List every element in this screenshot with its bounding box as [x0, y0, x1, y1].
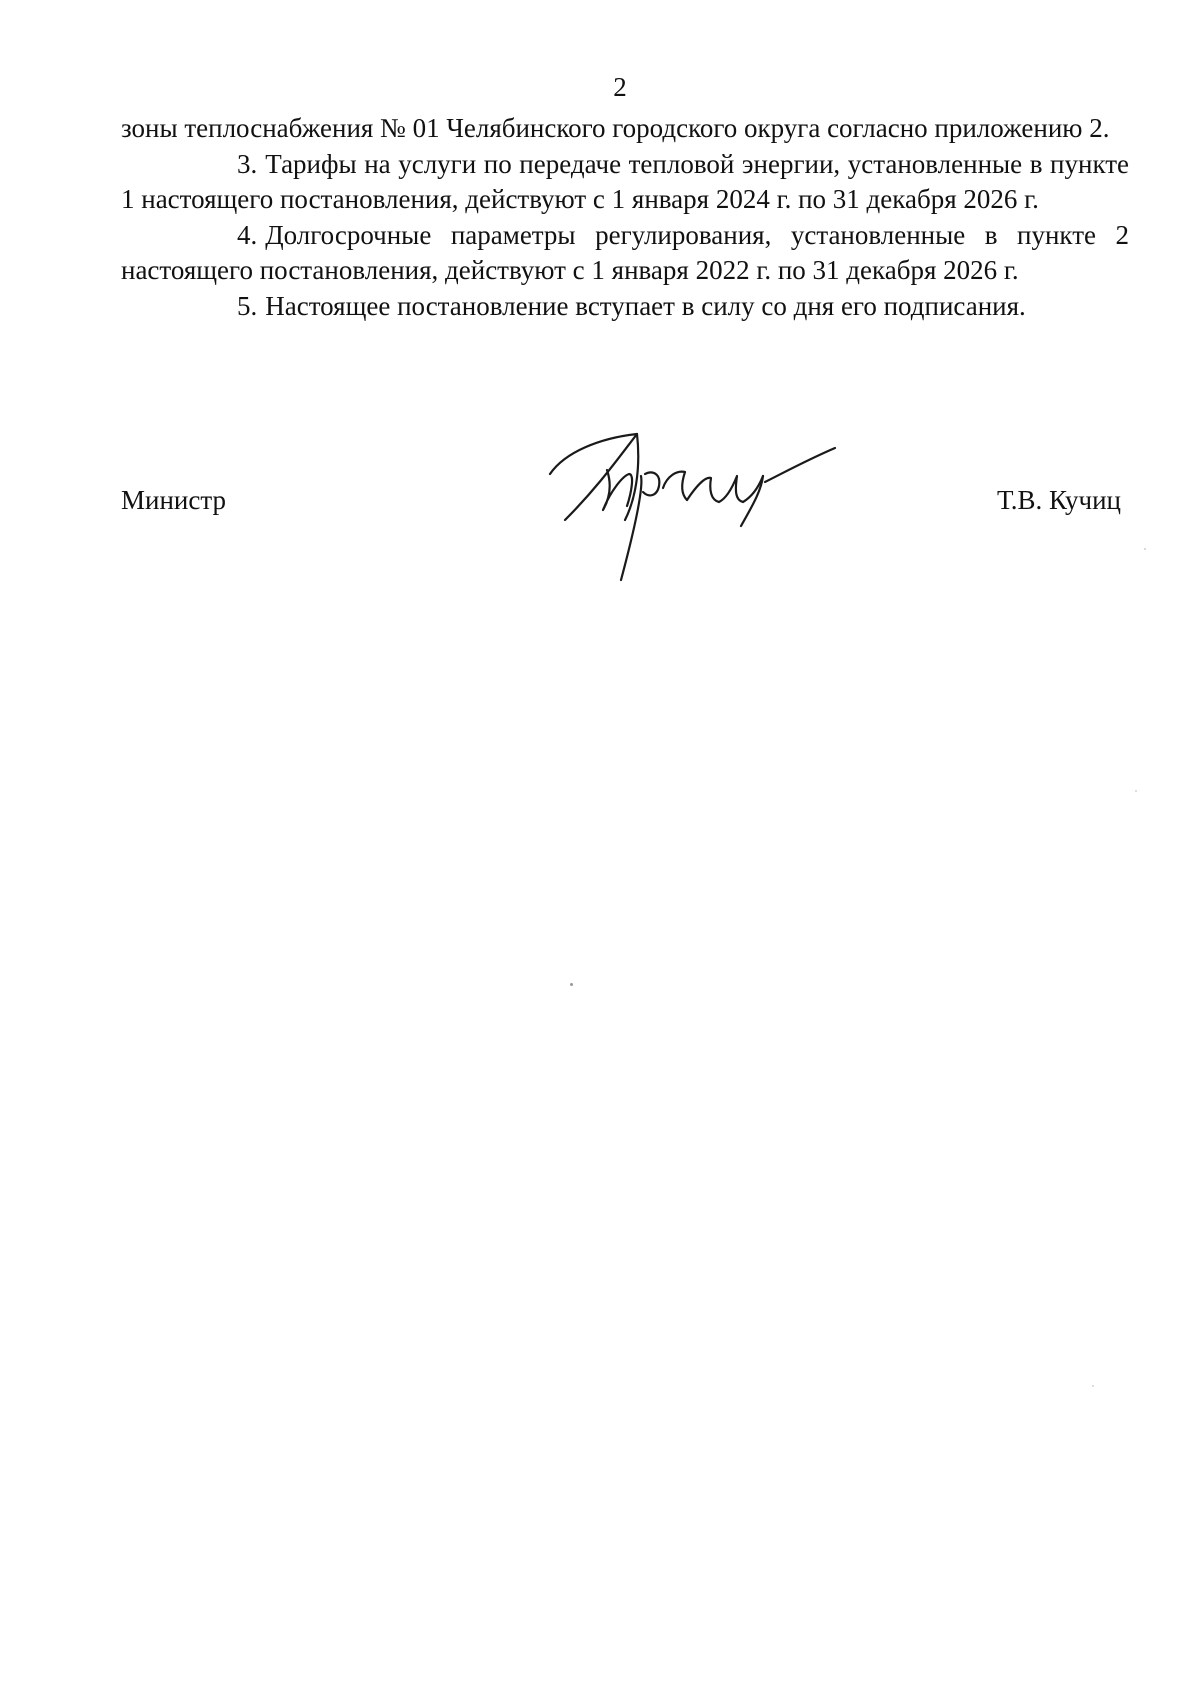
- handwritten-signature: [545, 430, 855, 590]
- scan-speck: [1135, 790, 1137, 792]
- paragraph-number: 3.: [237, 148, 258, 179]
- page-number: 2: [613, 72, 627, 102]
- paragraph-text: Тарифы на услуги по передаче тепловой энергии, установленные в пункте 1 настоящего постановления, действуют с 1 января 2024 г. по 31 декабря 2026 г.: [121, 148, 1129, 214]
- paragraph-text: Долгосрочные параметры регулирования, установленные в пункте 2 настоящего постановления, действуют с 1 января 2022 г. по 31 декабря 2026 г.: [121, 219, 1129, 285]
- paragraph-number: 5.: [237, 290, 258, 321]
- scan-speck: [1144, 548, 1146, 550]
- scan-speck: [570, 983, 573, 986]
- paragraph-continuation: [121, 111, 1129, 147]
- paragraph-3: [121, 147, 1129, 218]
- paragraph-4: [121, 218, 1129, 289]
- document-body: [121, 111, 1129, 324]
- paragraph-5: [121, 289, 1129, 325]
- paragraph-number: 4.: [237, 219, 258, 250]
- scan-speck: [1092, 1385, 1094, 1387]
- paragraph-text: Настоящее постановление вступает в силу со дня его подписания.: [265, 290, 1026, 321]
- paragraph-text: зоны теплоснабжения № 01 Челябинского городского округа согласно приложению 2.: [121, 113, 1110, 143]
- signatory-title: Министр: [121, 485, 226, 515]
- signatory-name: Т.В. Кучиц: [996, 485, 1121, 515]
